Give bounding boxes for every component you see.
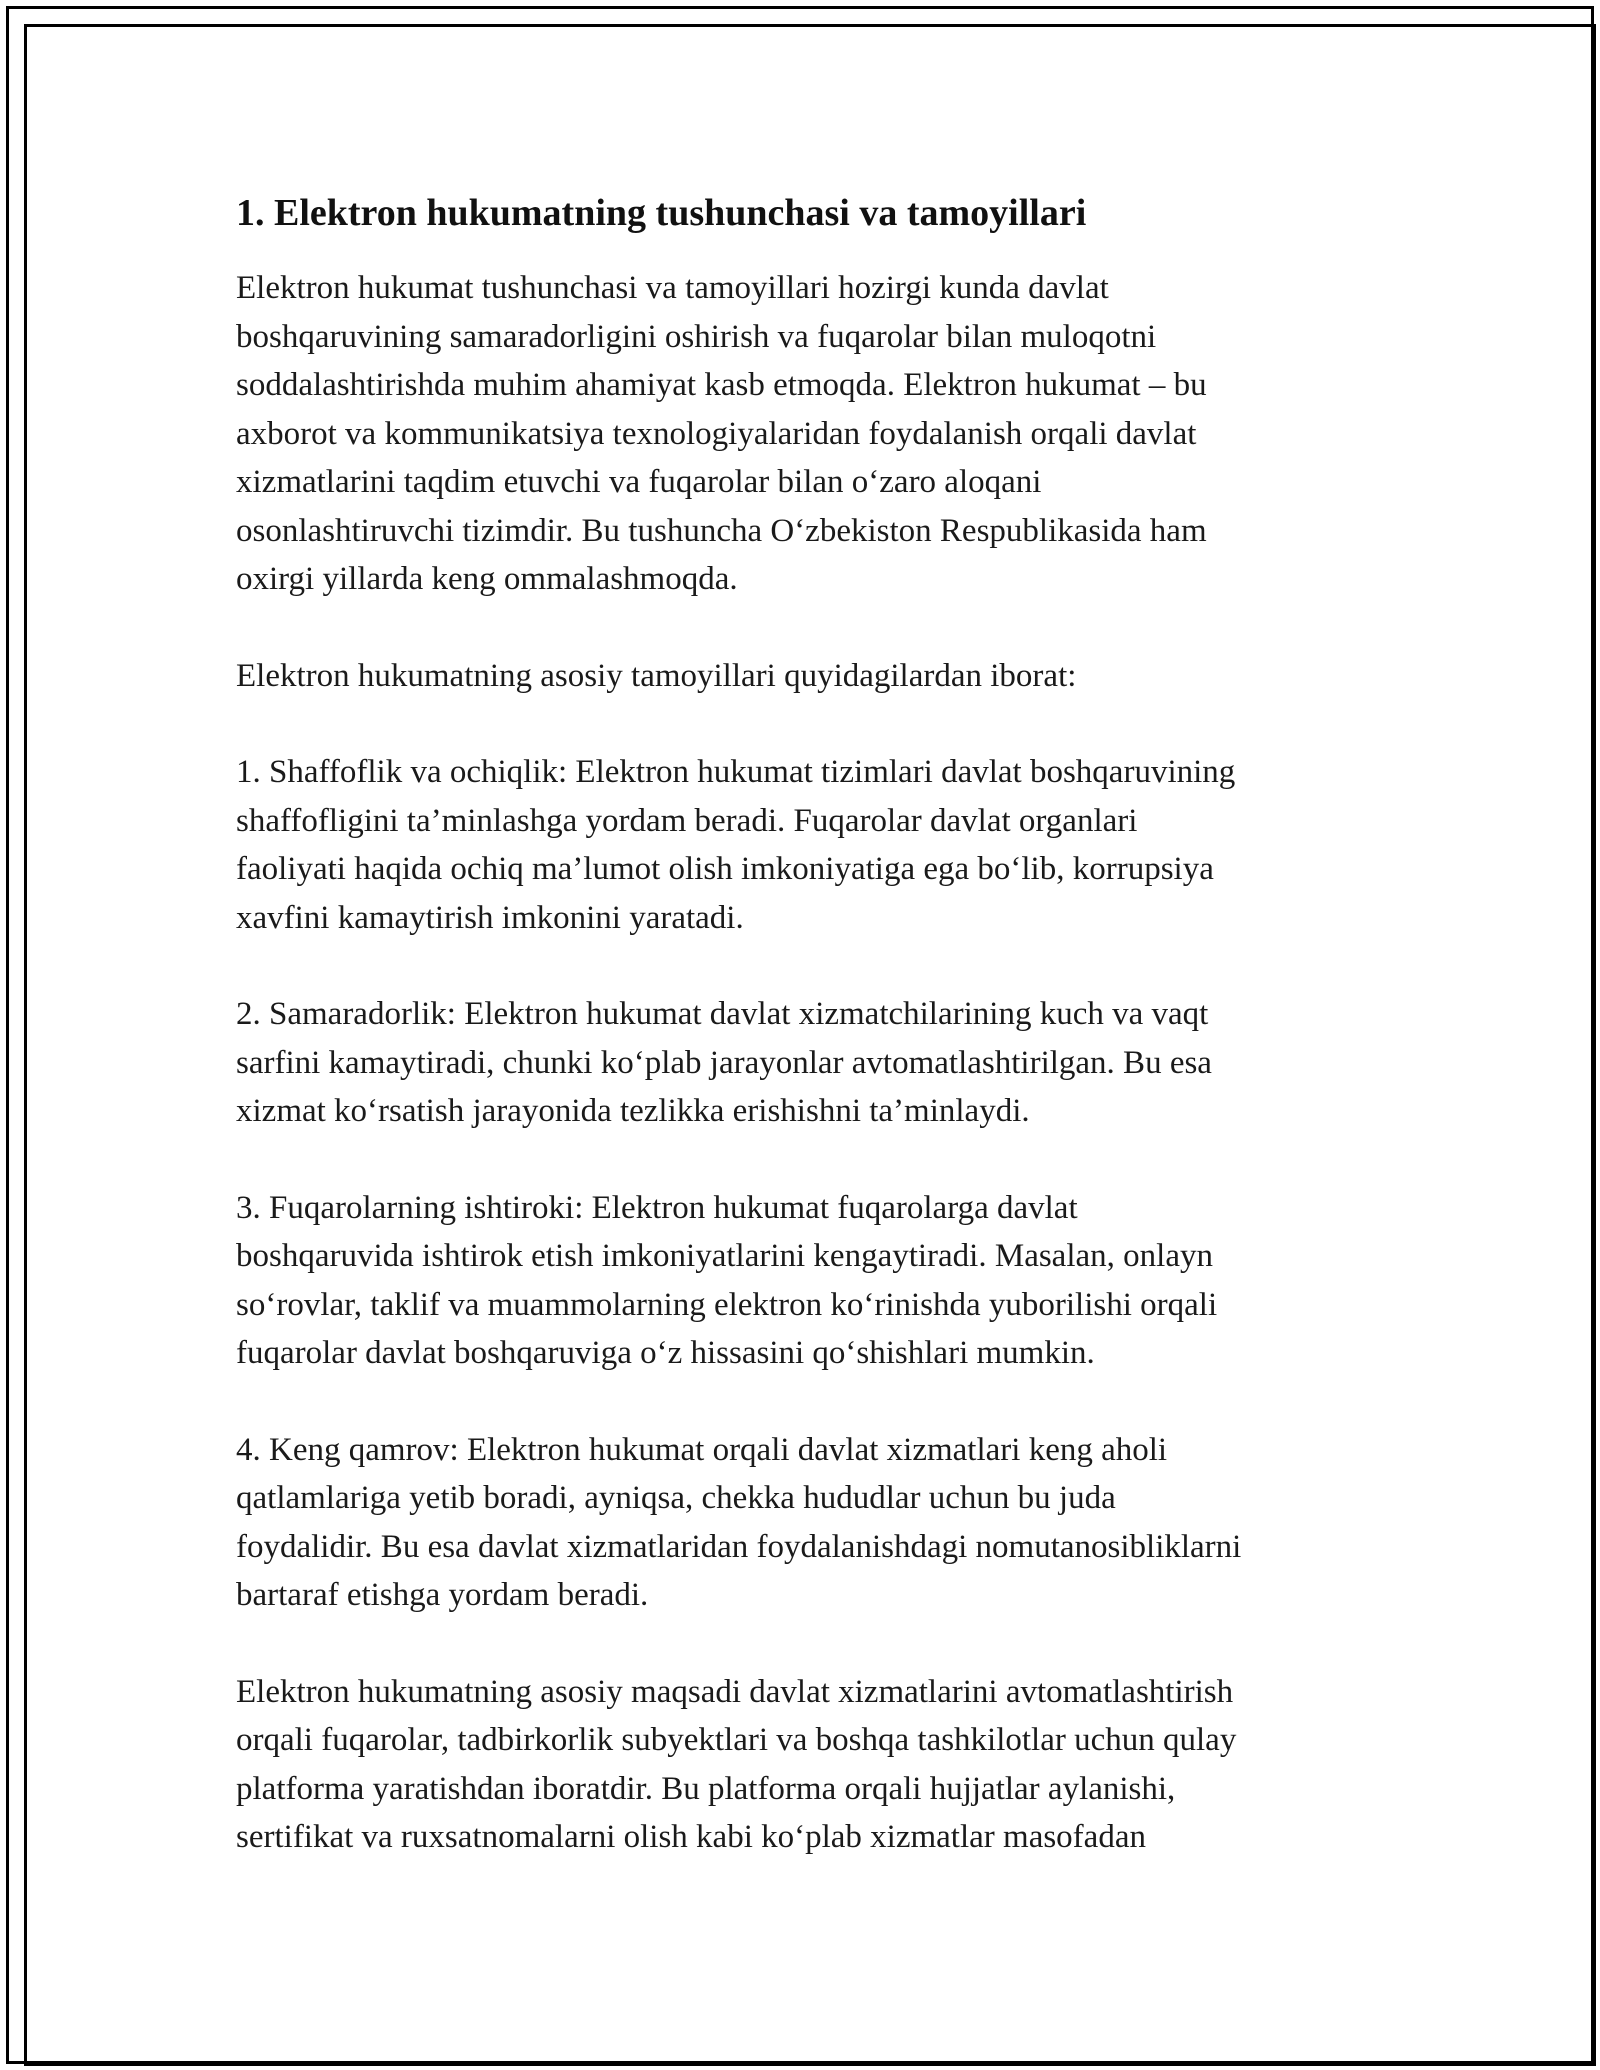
principle-coverage-paragraph: 4. Keng qamrov: Elektron hukumat orqali davlat xizmatlari keng aholi qatlamlariga yetib boradi, ayniqsa, chekka hududlar uchun bu juda foydalidir. Bu esa davlat xizmatlaridan foydalanishdagi nomutanosibliklarni bartaraf etishga yordam beradi.: [236, 1431, 1242, 1613]
principles-intro-paragraph: Elektron hukumatning asosiy tamoyillari quyidagilardan iborat:: [236, 657, 1077, 694]
goal-paragraph: Elektron hukumatning asosiy maqsadi davlat xizmatlarini avtomatlashtirish orqali fuqarolar, tadbirkorlik subyektlari va boshqa tashkilotlar uchun qulay platforma yaratishdan iboratdir. Bu platforma orqali hujjatlar aylanishi, sertifikat va ruxsatnomalarni olish kabi koʻplab xizmatlar masofadan: [236, 1673, 1237, 1855]
principle-efficiency-paragraph: 2. Samaradorlik: Elektron hukumat davlat xizmatchilarining kuch va vaqt sarfini kamaytiradi, chunki koʻplab jarayonlar avtomatlashtirilgan. Bu esa xizmat koʻrsatish jarayonida tezlikka erishishni ta’minlaydi.: [236, 996, 1212, 1129]
document-body: [236, 186, 1376, 1910]
principle-participation-paragraph: 3. Fuqarolarning ishtiroki: Elektron hukumat fuqarolarga davlat boshqaruvida ishtirok etish imkoniyatlarini kengaytiradi. Masalan, onlayn soʻrovlar, taklif va muammolarning elektron koʻrinishda yuborilishi orqali fuqarolar davlat boshqaruviga oʻz hissasini qoʻshishlari mumkin.: [236, 1189, 1218, 1371]
section-heading: 1. Elektron hukumatning tushunchasi va tamoyillari: [236, 192, 1087, 234]
intro-paragraph: Elektron hukumat tushunchasi va tamoyillari hozirgi kunda davlat boshqaruvining samaradorligini oshirish va fuqarolar bilan muloqotni soddalashtirishda muhim ahamiyat kasb etmoqda. Elektron hukumat – bu axborot va kommunikatsiya texnologiyalaridan foydalanish orqali davlat xizmatlarini taqdim etuvchi va fuqarolar bilan oʻzaro aloqani osonlashtiruvchi tizimdir. Bu tushuncha Oʻzbekiston Respublikasida ham oxirgi yillarda keng ommalashmoqda.: [236, 270, 1207, 597]
principle-transparency-paragraph: 1. Shaffoflik va ochiqlik: Elektron hukumat tizimlari davlat boshqaruvining shaffofligini ta’minlashga yordam beradi. Fuqarolar davlat organlari faoliyati haqida ochiq ma’lumot olish imkoniyatiga ega boʻlib, korrupsiya xavfini kamaytirish imkonini yaratadi.: [236, 754, 1236, 936]
